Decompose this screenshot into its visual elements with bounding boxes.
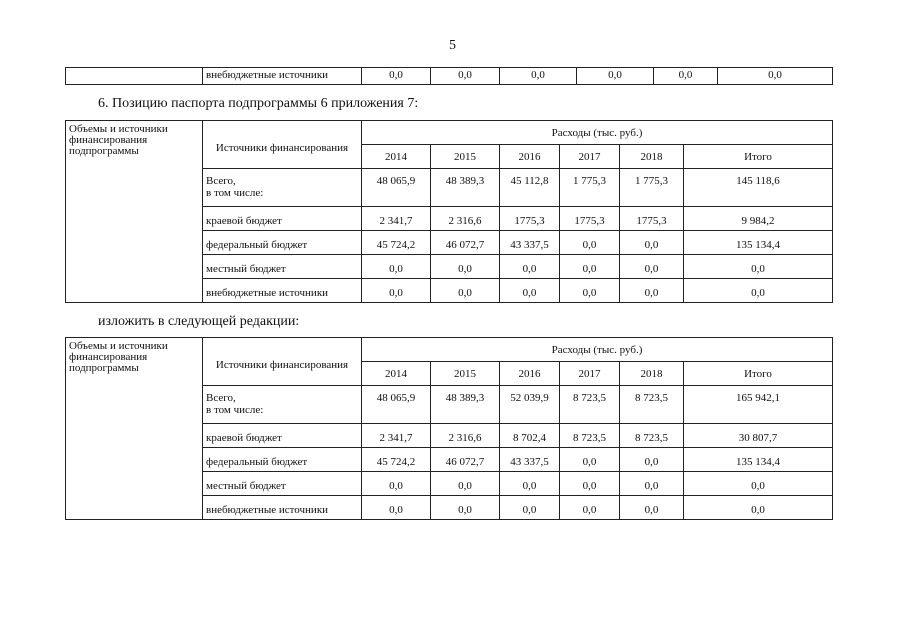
value-cell: 8 723,5 [560, 386, 620, 424]
row-label: Всего, в том числе: [203, 169, 362, 207]
value-cell: 0,0 [362, 68, 431, 85]
page-number: 5 [449, 38, 456, 53]
value-cell: 0,0 [718, 68, 833, 85]
sources-header: Источники финансирования [203, 121, 362, 169]
value-cell: 0,0 [684, 472, 833, 496]
row-label: местный бюджет [203, 472, 362, 496]
value-cell: 0,0 [577, 68, 654, 85]
financing-table-new [65, 337, 833, 520]
value-cell: 0,0 [560, 448, 620, 472]
value-cell: 8 723,5 [560, 424, 620, 448]
expenses-header: Расходы (тыс. руб.) [362, 121, 833, 145]
value-cell: 0,0 [431, 279, 500, 303]
value-cell: 1775,3 [620, 207, 684, 231]
value-cell: 30 807,7 [684, 424, 833, 448]
value-cell: 1 775,3 [560, 169, 620, 207]
value-cell: 145 118,6 [684, 169, 833, 207]
year-header: 2016 [500, 362, 560, 386]
value-cell: 8 723,5 [620, 386, 684, 424]
year-header: 2015 [431, 145, 500, 169]
value-cell: 45 724,2 [362, 231, 431, 255]
value-cell: 52 039,9 [500, 386, 560, 424]
value-cell: 48 065,9 [362, 169, 431, 207]
value-cell: 0,0 [560, 255, 620, 279]
row-label: краевой бюджет [203, 424, 362, 448]
value-cell: 0,0 [362, 279, 431, 303]
corner-label: Объемы и источники финансирования подпрограммы [66, 338, 203, 520]
value-cell: 45 112,8 [500, 169, 560, 207]
value-cell: 0,0 [620, 496, 684, 520]
value-cell: 2 341,7 [362, 424, 431, 448]
total-header: Итого [684, 145, 833, 169]
total-header: Итого [684, 362, 833, 386]
row-label: местный бюджет [203, 255, 362, 279]
year-header: 2016 [500, 145, 560, 169]
value-cell: 0,0 [620, 472, 684, 496]
expenses-header: Расходы (тыс. руб.) [362, 338, 833, 362]
empty-cell [66, 68, 203, 85]
value-cell: 0,0 [684, 255, 833, 279]
value-cell: 135 134,4 [684, 448, 833, 472]
value-cell: 0,0 [431, 496, 500, 520]
value-cell: 0,0 [500, 496, 560, 520]
value-cell: 0,0 [500, 279, 560, 303]
value-cell: 48 389,3 [431, 386, 500, 424]
continued-table-row [65, 67, 833, 85]
value-cell: 0,0 [500, 472, 560, 496]
corner-label: Объемы и источники финансирования подпрограммы [66, 121, 203, 303]
value-cell: 165 942,1 [684, 386, 833, 424]
value-cell: 8 702,4 [500, 424, 560, 448]
value-cell: 0,0 [560, 496, 620, 520]
value-cell: 46 072,7 [431, 231, 500, 255]
value-cell: 0,0 [684, 279, 833, 303]
value-cell: 0,0 [431, 68, 500, 85]
value-cell: 0,0 [362, 496, 431, 520]
row-label: краевой бюджет [203, 207, 362, 231]
value-cell: 1775,3 [500, 207, 560, 231]
value-cell: 1 775,3 [620, 169, 684, 207]
value-cell: 0,0 [431, 255, 500, 279]
year-header: 2018 [620, 145, 684, 169]
value-cell: 0,0 [500, 68, 577, 85]
value-cell: 2 341,7 [362, 207, 431, 231]
year-header: 2014 [362, 362, 431, 386]
section-heading-position: 6. Позицию паспорта подпрограммы 6 приложения 7: [98, 96, 419, 111]
row-label: федеральный бюджет [203, 231, 362, 255]
value-cell: 43 337,5 [500, 448, 560, 472]
value-cell: 0,0 [620, 231, 684, 255]
year-header: 2014 [362, 145, 431, 169]
value-cell: 1775,3 [560, 207, 620, 231]
year-header: 2018 [620, 362, 684, 386]
value-cell: 0,0 [362, 255, 431, 279]
year-header: 2017 [560, 145, 620, 169]
value-cell: 9 984,2 [684, 207, 833, 231]
value-cell: 2 316,6 [431, 424, 500, 448]
value-cell: 2 316,6 [431, 207, 500, 231]
value-cell: 0,0 [560, 231, 620, 255]
value-cell: 8 723,5 [620, 424, 684, 448]
value-cell: 46 072,7 [431, 448, 500, 472]
row-label: Всего, в том числе: [203, 386, 362, 424]
value-cell: 0,0 [362, 472, 431, 496]
row-label: внебюджетные источники [203, 496, 362, 520]
value-cell: 0,0 [620, 448, 684, 472]
financing-table-current [65, 120, 833, 303]
value-cell: 48 389,3 [431, 169, 500, 207]
value-cell: 0,0 [620, 279, 684, 303]
value-cell: 0,0 [620, 255, 684, 279]
value-cell: 0,0 [431, 472, 500, 496]
value-cell: 43 337,5 [500, 231, 560, 255]
value-cell: 0,0 [654, 68, 718, 85]
value-cell: 45 724,2 [362, 448, 431, 472]
value-cell: 135 134,4 [684, 231, 833, 255]
sources-header: Источники финансирования [203, 338, 362, 386]
value-cell: 0,0 [560, 279, 620, 303]
row-label: внебюджетные источники [203, 279, 362, 303]
section-heading-new-edition: изложить в следующей редакции: [98, 314, 300, 329]
year-header: 2017 [560, 362, 620, 386]
year-header: 2015 [431, 362, 500, 386]
value-cell: 0,0 [500, 255, 560, 279]
row-label: внебюджетные источники [203, 68, 362, 85]
value-cell: 48 065,9 [362, 386, 431, 424]
row-label: федеральный бюджет [203, 448, 362, 472]
value-cell: 0,0 [684, 496, 833, 520]
value-cell: 0,0 [560, 472, 620, 496]
